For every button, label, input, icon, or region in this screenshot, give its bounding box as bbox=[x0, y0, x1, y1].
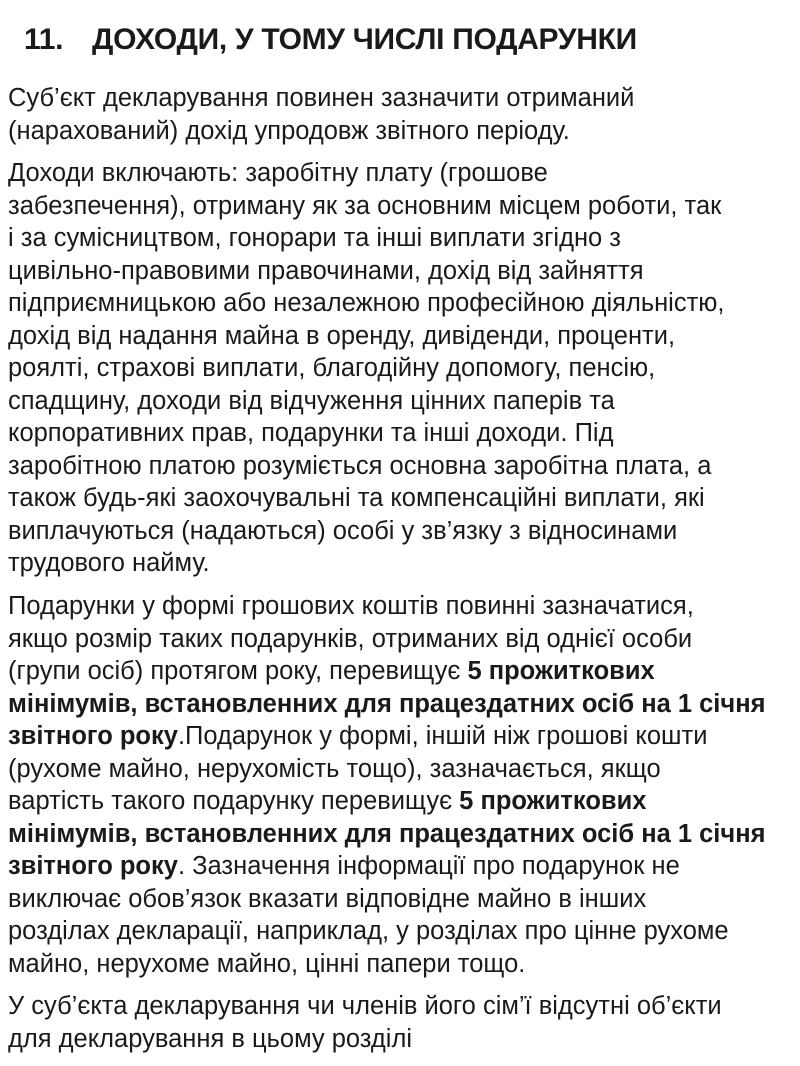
text-line: Суб’єкт декларування повинен зазначити отриманий bbox=[8, 84, 635, 112]
text-line: забезпечення), отриману як за основним місцем роботи, так bbox=[8, 191, 722, 220]
text-line: спадщину, доходи від відчуження цінних паперів та bbox=[8, 386, 615, 415]
text-line bbox=[8, 720, 800, 753]
text-line: цивільно-правовими правочинами, дохід від зайняття bbox=[8, 256, 644, 285]
bold-segment: звітного року bbox=[8, 722, 178, 750]
text-line: для декларування в цьому розділі bbox=[8, 1024, 413, 1053]
bold-segment: мінімумів, встановленних для працездатних осіб на 1 січня bbox=[8, 689, 766, 718]
text-line: розділах декларації, наприклад, у розділах про цінне рухоме bbox=[8, 917, 729, 945]
text-line: роялті, страхові виплати, благодійну допомогу, пенсію, bbox=[8, 354, 656, 382]
text-line: також будь-які заохочувальні та компенсаційні виплати, які bbox=[8, 484, 705, 512]
text-line: дохід від надання майна в оренду, дивіденди, проценти, bbox=[8, 321, 676, 350]
bold-segment: 5 прожиткових bbox=[459, 787, 647, 815]
text-line: заробітною платою розуміється основна заробітна плата, а bbox=[8, 451, 712, 480]
text-line: підприємницькою або незалежною професійною діяльністю, bbox=[8, 289, 725, 317]
text-line bbox=[8, 818, 800, 851]
text-line: виключає обов’язок вказати відповідне майно в інших bbox=[8, 884, 647, 913]
text-line bbox=[8, 785, 800, 818]
text-segment: (групи осіб) протягом року, перевищує bbox=[8, 657, 468, 685]
text-line: трудового найму. bbox=[8, 549, 210, 577]
paragraph-income-types bbox=[8, 157, 800, 580]
section-heading bbox=[24, 20, 637, 60]
text-line: У суб’єкта декларування чи членів його сім’ї відсутні об’єкти bbox=[8, 992, 722, 1020]
paragraph-gifts bbox=[8, 590, 800, 980]
text-line: виплачуються (надаються) особі у зв’язку з відносинами bbox=[8, 516, 678, 545]
text-line: корпоративних прав, подарунки та інші доходи. Під bbox=[8, 419, 614, 447]
text-line: майно, нерухоме майно, цінні папери тощо. bbox=[8, 949, 526, 978]
bold-segment: звітного року bbox=[8, 852, 178, 880]
text-line bbox=[8, 688, 800, 721]
bold-segment: 5 прожиткових bbox=[467, 657, 655, 685]
text-line: (рухоме майно, нерухомість тощо), зазначається, якщо bbox=[8, 754, 661, 783]
section-title: ДОХОДИ, У ТОМУ ЧИСЛІ ПОДАРУНКИ bbox=[92, 23, 637, 56]
text-line bbox=[8, 655, 800, 688]
text-segment: . Зазначення інформації про подарунок не bbox=[177, 852, 680, 880]
text-segment: вартість такого подарунку перевищує bbox=[8, 787, 460, 815]
bold-segment: мінімумів, встановленних для працездатних осіб на 1 січня bbox=[8, 819, 766, 848]
text-line: і за сумісництвом, гонорари та інші виплати згідно з bbox=[8, 224, 621, 252]
section-number: 11. bbox=[24, 23, 64, 56]
text-line: Подарунки у формі грошових коштів повинні зазначатися, bbox=[8, 592, 694, 620]
paragraph-reporting-period bbox=[8, 82, 800, 147]
text-line: (нарахований) дохід упродовж звітного періоду. bbox=[8, 116, 570, 145]
paragraph-no-objects bbox=[8, 990, 800, 1055]
text-line bbox=[8, 850, 800, 883]
text-segment: .Подарунок у формі, іншій ніж грошові кошти bbox=[177, 722, 708, 750]
text-line: Доходи включають: заробітну плату (грошове bbox=[8, 159, 548, 187]
text-line: якщо розмір таких подарунків, отриманих від однієї особи bbox=[8, 624, 693, 653]
